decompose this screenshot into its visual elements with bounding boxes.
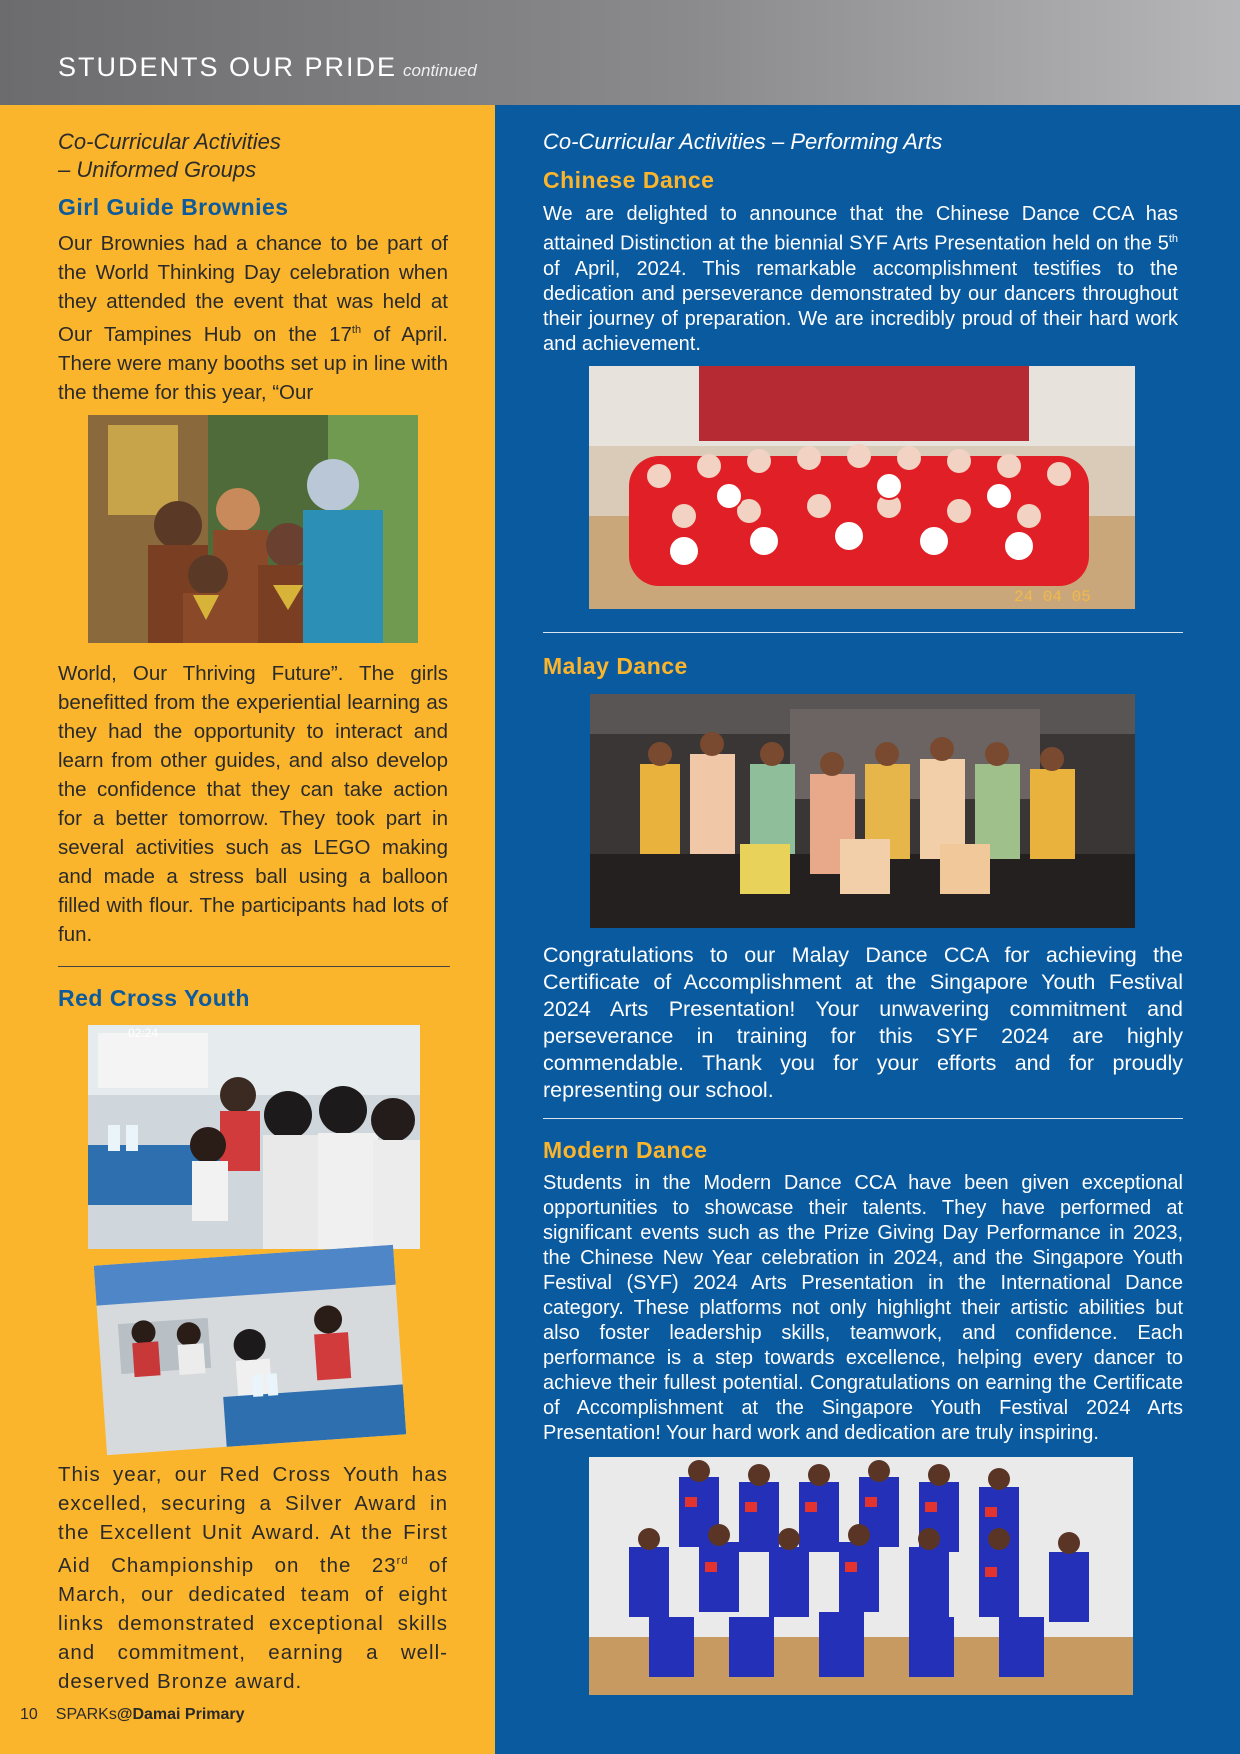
malay-dance-photo-illustration (590, 694, 1135, 928)
category-line-2: – Uniformed Groups (58, 157, 257, 182)
modern-dance-photo-illustration (589, 1457, 1133, 1695)
red-cross-photo-2 (94, 1245, 407, 1455)
chinese-dance-photo-illustration (589, 366, 1135, 609)
photo-date-stamp: 24 04 05 (1014, 588, 1091, 606)
malay-dance-heading: Malay Dance (543, 653, 688, 679)
section-subtitle: continued (403, 61, 477, 80)
category-line-1: Co-Curricular Activities (58, 129, 281, 154)
page-footer (20, 1706, 245, 1724)
red-cross-photo-1-illustration (88, 1025, 420, 1249)
brownies-text-b: of April. There were many booths set up in line with the theme for this year, “Our (58, 322, 449, 404)
chinese-dance-sup: th (1168, 233, 1178, 245)
red-cross-sup: rd (396, 1555, 409, 1567)
page-number: 10 (20, 1706, 38, 1723)
red-cross-heading: Red Cross Youth (58, 985, 250, 1011)
chinese-dance-paragraph (543, 202, 1178, 357)
chinese-dance-text-a: We are delighted to announce that the Chinese Dance CCA has attained Distinction at the biennial SYF Arts Presentation held on the 5 (543, 203, 1178, 255)
brownies-photo (88, 415, 418, 643)
malay-dance-photo (590, 694, 1135, 928)
chinese-dance-photo (589, 366, 1135, 609)
divider (543, 632, 1183, 633)
right-column (495, 105, 1240, 1754)
red-cross-text-a: This year, our Red Cross Youth has excelled, securing a Silver Award in the Excellent Unit Award. At the First Aid Championship on the 23 (58, 1463, 448, 1577)
brand-name: @Damai Primary (116, 1706, 245, 1723)
red-cross-photo-1 (88, 1025, 420, 1249)
red-cross-paragraph (58, 1460, 448, 1696)
brownies-sup: th (351, 324, 362, 336)
left-column (0, 105, 495, 1754)
brownies-paragraph-1 (58, 229, 448, 407)
brownies-heading: Girl Guide Brownies (58, 194, 289, 220)
brownies-photo-illustration (88, 415, 418, 643)
category-heading-uniformed (58, 128, 478, 184)
red-cross-text-b: of March, our dedicated team of eight links demonstrated exceptional skills and commitment, earning a well-deserved Bronze award. (58, 1553, 449, 1693)
malay-dance-paragraph: Congratulations to our Malay Dance CCA for achieving the Certificate of Accomplishment at the Singapore Youth Festival 2024 Arts Presentation! Your unwavering commitment and perseverance in training for this SYF 2024 are highly commendable. Thank you for your efforts and for proudly representing our school. (543, 943, 1183, 1102)
modern-dance-paragraph: Students in the Modern Dance CCA have been given exceptional opportunities to showcase their talents. They have performed at significant events such as the Prize Giving Day Performance in 2023, the Chinese New Year celebration in 2024, and the Singapore Youth Festival (SYF) 2024 Arts Presentation in the International Dance category. These platforms not only highlight their artistic abilities but also foster leadership skills, teamwork, and confidence. Each performance is a step towards excellence, helping every dancer to achieve their fullest potential. Congratulations on earning the Certificate of Accomplishment at the Singapore Youth Festival 2024 Arts Presentation! Your hard work and dedication are truly inspiring. (543, 1172, 1183, 1444)
divider (58, 966, 450, 967)
divider (543, 1118, 1183, 1119)
brand-prefix: SPARKs (55, 1706, 117, 1723)
modern-dance-heading: Modern Dance (543, 1137, 708, 1163)
section-title (58, 52, 477, 83)
category-heading-performing-arts: Co-Curricular Activities – Performing Arts (543, 129, 943, 154)
section-title-text: STUDENTS OUR PRIDE (58, 52, 398, 82)
modern-dance-photo (589, 1457, 1133, 1695)
chinese-dance-heading: Chinese Dance (543, 167, 715, 193)
chinese-dance-text-b: of April, 2024. This remarkable accomplishment testifies to the dedication and perseverance demonstrated by our dancers throughout their journey of preparation. We are incredibly proud of their hard work and achievement. (543, 257, 1178, 355)
photo-timestamp: 02:24 (128, 1026, 159, 1040)
brownies-paragraph-2: World, Our Thriving Future”. The girls benefitted from the experiential learning as they had the opportunity to interact and learn from other guides, and also develop the confidence that they can take action for a better tomorrow. They took part in several activities such as LEGO making and made a stress ball using a balloon filled with flour. The participants had lots of fun. (58, 662, 448, 946)
brownies-text-a: Our Brownies had a chance to be part of the World Thinking Day celebration when they attended the event that was held at Our Tampines Hub on the 17 (58, 232, 448, 346)
page-header (0, 0, 1240, 105)
red-cross-photo-2-illustration (94, 1245, 407, 1455)
